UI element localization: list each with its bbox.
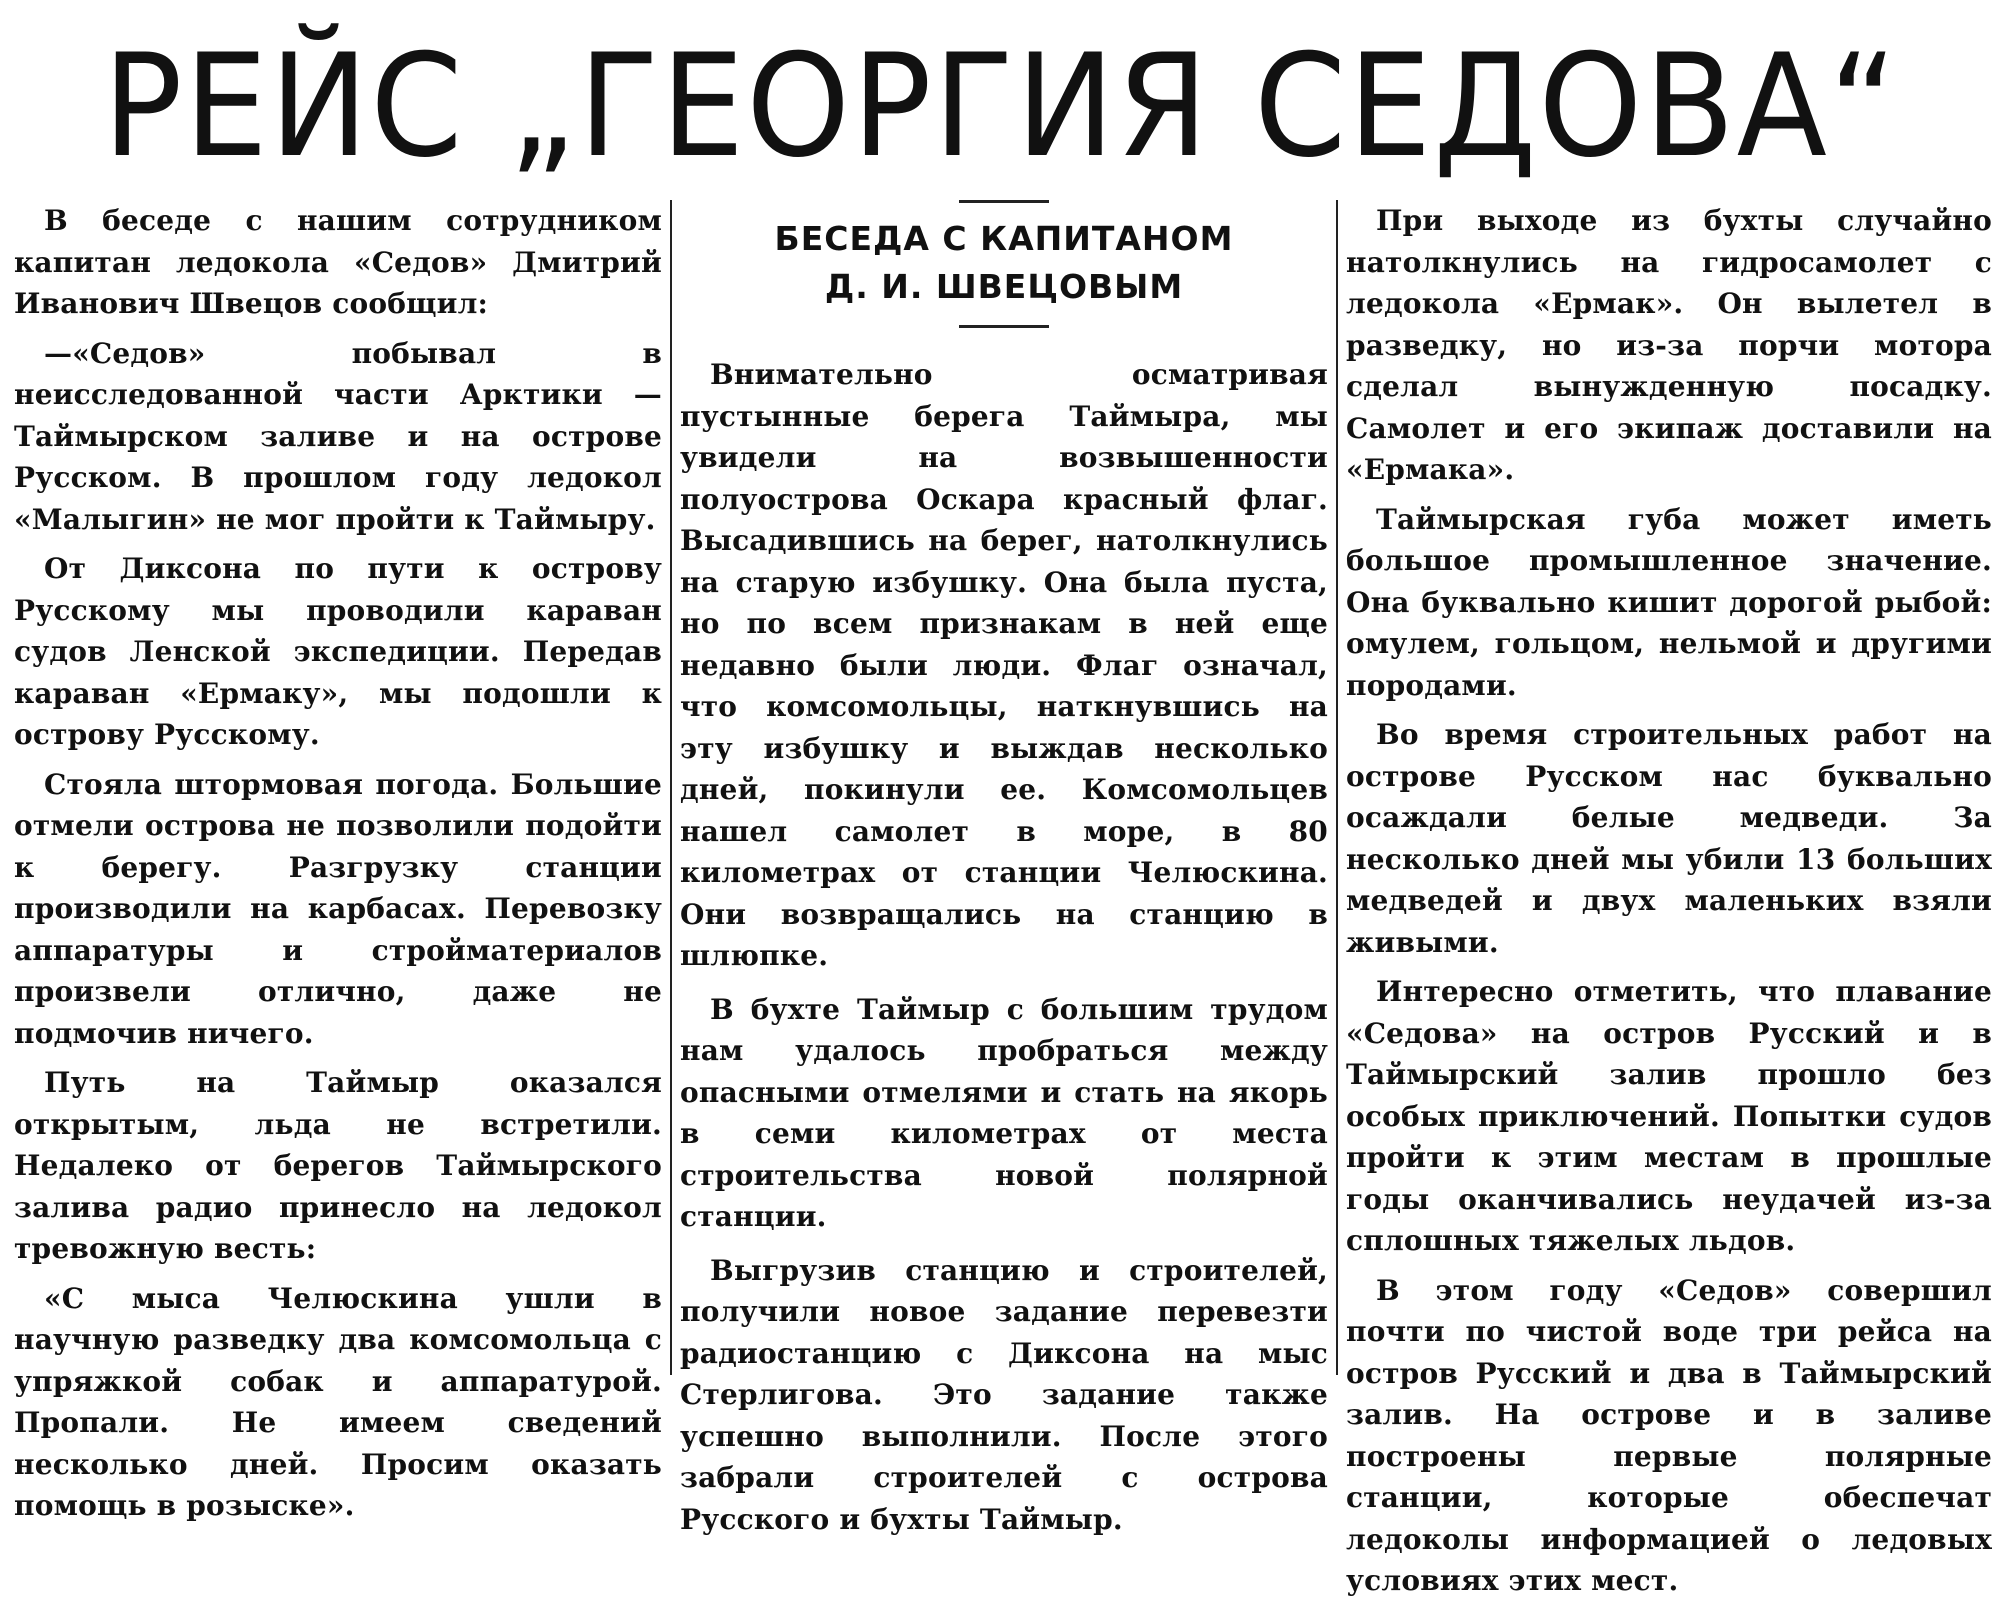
paragraph: «С мыса Челюскина ушли в научную разведку два комсомольца с упряжкой собак и аппаратурой. Пропали. Не имеем сведений несколько дней. Просим оказать помощь в розыске». — [14, 1281, 662, 1522]
paragraph: Таймырская губа может иметь большое промышленное значение. Она буквально кишит дорогой рыбой: омулем, гольцом, нельмой и другими породами. — [1346, 502, 1992, 702]
article-headline: РЕЙС „ГЕОРГИЯ СЕДОВА“ — [102, 24, 1900, 189]
paragraph: В этом году «Седов» совершил почти по чистой воде три рейса на остров Русский и два в Таймырский залив. На острове и в заливе построены первые полярные станции, которые обеспечат ледоколы информацией о ледовых условиях этих мест. — [1346, 1273, 1992, 1597]
paragraph: В беседе с нашим сотрудником капитан ледокола «Седов» Дмитрий Иванович Швецов сообщил: — [14, 204, 662, 320]
paragraph: От Диксона по пути к острову Русскому мы проводили караван судов Ленской экспедиции. Передав караван «Ермаку», мы подошли к острову Русскому. — [14, 552, 662, 751]
paragraph: —«Седов» побывал в неисследованной части Арктики — Таймырском заливе и на острове Русском. В прошлом году ледокол «Малыгин» не мог пройти к Таймыру. — [14, 336, 662, 536]
column-middle-body — [680, 354, 1328, 1540]
subheading-line-1: БЕСЕДА С КАПИТАНОМ — [774, 219, 1234, 258]
paragraph: При выходе из бухты случайно натолкнулись на гидросамолет с ледокола «Ермак». Он вылетел в разведку, но из-за порчи мотора сделал вынужденную посадку. Самолет и его экипаж доставили на «Ермака». — [1346, 204, 1992, 486]
subheading — [680, 215, 1328, 311]
subheading-line-2: Д. И. ШВЕЦОВЫМ — [824, 267, 1184, 306]
column-middle — [680, 200, 1328, 1552]
paragraph: Путь на Таймыр оказался открытым, льда не встретили. Недалеко от берегов Таймырского залива радио принесло на ледокол тревожную весть: — [14, 1066, 662, 1265]
paragraph: Во время строительных работ на острове Русском нас буквально осаждали белые медведи. За несколько дней мы убили 13 больших медведей и двух маленьких взяли живыми. — [1346, 718, 1992, 959]
subheading-rule-bottom — [959, 325, 1049, 328]
paragraph: Выгрузив станцию и строителей, получили новое задание перевезти радиостанцию с Диксона на мыс Стерлигова. Это задание также успешно выполнили. После этого забрали строителей с острова Русского и бухты Таймыр. — [680, 1253, 1328, 1536]
paragraph: Стояла штормовая погода. Большие отмели острова не позволили подойти к берегу. Разгрузку станции производили на карбасах. Перевозку аппаратуры и стройматериалов произвели отлично, даже не подмочив ничего. — [14, 767, 662, 1050]
column-divider-left — [670, 200, 672, 1375]
column-right — [1346, 200, 1992, 1610]
column-left — [14, 200, 662, 1535]
paragraph: Интересно отметить, что плавание «Седова» на остров Русский и в Таймырский залив прошло без особых приключений. Попытки судов пройти к этим местам в прошлые годы оканчивались неудачей из-за сплошных тяжелых льдов. — [1346, 975, 1992, 1257]
paragraph: Внимательно осматривая пустынные берега Таймыра, мы увидели на возвышенности полуострова Оскара красный флаг. Высадившись на берег, натолкнулись на старую избушку. Она была пуста, но по всем признакам в ней еще недавно были люди. Флаг означал, что комсомольцы, наткнувшись на эту избушку и выждав несколько дней, покинули ее. Комсомольцев нашел самолет в море, в 80 километрах от станции Челюскина. Они возвращались на станцию в шлюпке. — [680, 358, 1328, 972]
column-divider-right — [1336, 200, 1338, 1375]
subheading-rule-top — [959, 200, 1049, 203]
paragraph: В бухте Таймыр с большим трудом нам удалось пробраться между опасными отмелями и стать на якорь в семи километрах от места строительства новой полярной станции. — [680, 992, 1328, 1233]
